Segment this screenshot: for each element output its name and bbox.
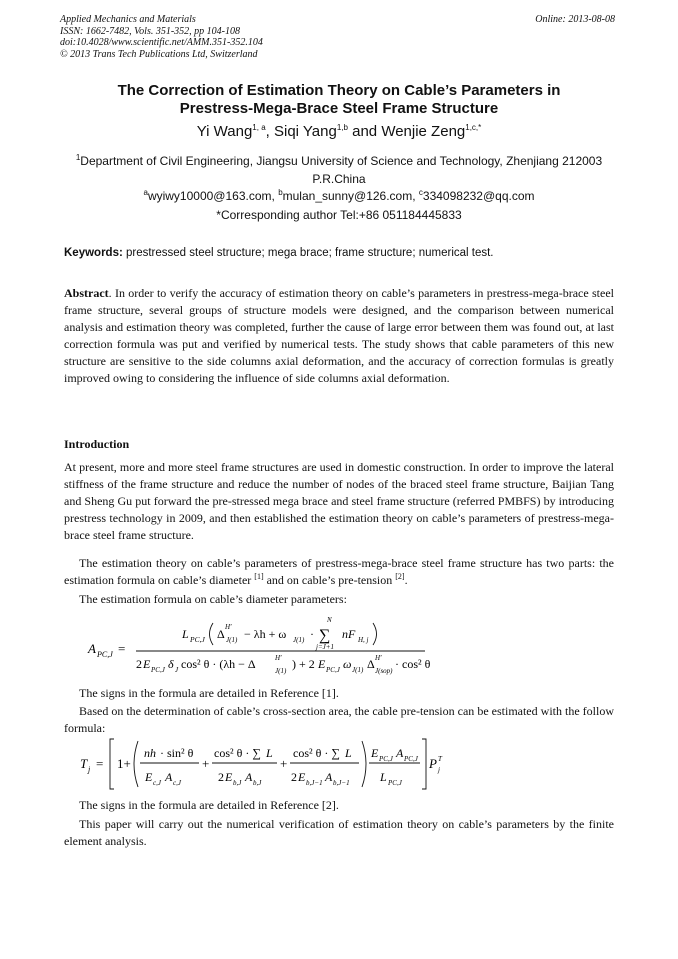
svg-text:E: E — [145, 770, 153, 784]
svg-text:A: A — [245, 770, 253, 784]
citation[interactable]: [2] — [395, 572, 405, 581]
affil-line-2: P.R.China — [312, 172, 366, 186]
intro-paragraph-3 — [64, 591, 614, 608]
p3-text: The estimation formula on cable’s diameter parameters: — [79, 592, 347, 606]
svg-text:L: L — [345, 746, 352, 760]
svg-text:+: + — [280, 756, 288, 771]
online-date: Online: 2013-08-08 — [535, 14, 615, 25]
affil-line-1: Department of Civil Engineering, Jiangsu University of Science and Technology, Zhenjiang 212003 — [80, 154, 603, 168]
svg-text:nh: nh — [144, 746, 156, 760]
svg-text:=: = — [96, 756, 104, 771]
svg-text:E: E — [318, 657, 326, 671]
intro-paragraph-4 — [64, 685, 614, 702]
author-name: Siqi Yang — [273, 123, 337, 140]
email-marker: c — [418, 188, 423, 197]
svg-text:=: = — [118, 641, 126, 656]
email-b[interactable]: mulan_sunny@126.com, — [282, 189, 419, 203]
svg-text:2: 2 — [291, 770, 297, 784]
email-a[interactable]: wyiwy10000@163.com, — [147, 189, 279, 203]
svg-text:2: 2 — [136, 657, 142, 671]
svg-text:T: T — [80, 756, 88, 771]
paper-title — [60, 82, 618, 118]
svg-text:H′: H′ — [225, 623, 232, 631]
email-c[interactable]: 334098232@qq.com — [422, 189, 535, 203]
svg-text:PC,J: PC,J — [388, 779, 402, 787]
svg-text:Δ: Δ — [217, 627, 225, 641]
issn: ISSN: 1662-7482, Vols. 351-352, pp 104-108 — [60, 25, 240, 37]
svg-text:j: j — [438, 766, 440, 774]
svg-text:cos² θ · ∑: cos² θ · ∑ — [214, 746, 261, 760]
svg-text:A: A — [88, 641, 96, 656]
svg-text:J(1): J(1) — [226, 636, 238, 644]
svg-text:L: L — [266, 746, 273, 760]
svg-text:T: T — [438, 755, 442, 763]
svg-text:cos² θ · (λh − Δ: cos² θ · (λh − Δ — [181, 657, 256, 671]
intro-paragraph-1: At present, more and more steel frame structures are used in domestic construction. In order to improve the lateral stiffness of the frame structure and reduce the number of nodes of the braced steel frame structure, Baijian Tang and Sheng Gu put forward the pre-stressed mega brace and steel frame structure (referred PMBFS) by introducing prestress technology in 2009, and then established the estimation theory on cable’s parameters of prestress-mega-brace steel frame structure. — [64, 460, 614, 542]
email-marker: b — [278, 188, 283, 197]
svg-text:j=J+1: j=J+1 — [316, 643, 334, 651]
journal-header — [60, 14, 263, 60]
svg-text:J(1): J(1) — [352, 666, 364, 674]
p2-text-a: The estimation theory on cable’s parameters of prestress-mega-brace steel frame structure has two parts: the estimation formula on cable’s diameter — [64, 556, 614, 587]
svg-text:b,J: b,J — [233, 779, 242, 787]
svg-text:c,J: c,J — [173, 779, 181, 787]
svg-text:nF: nF — [342, 627, 356, 641]
svg-text:L: L — [182, 627, 189, 641]
svg-text:c,J: c,J — [153, 779, 161, 787]
svg-text:PC,J: PC,J — [379, 755, 393, 763]
intro-paragraph-2 — [64, 555, 614, 589]
author-name: Yi Wang — [196, 123, 253, 140]
svg-text:N: N — [327, 616, 332, 624]
keywords-label: Keywords: — [64, 247, 123, 259]
keywords-text: prestressed steel structure; mega brace; frame structure; numerical test. — [122, 247, 494, 259]
svg-text:b,J−1: b,J−1 — [333, 779, 350, 787]
svg-text:P: P — [429, 756, 437, 771]
p4-text: The signs in the formula are detailed in Reference [1]. — [79, 686, 339, 700]
svg-text:L: L — [380, 770, 387, 784]
svg-text:H, j: H, j — [358, 636, 369, 644]
svg-text:H′: H′ — [375, 654, 382, 662]
svg-text:Δ: Δ — [367, 657, 375, 671]
equation-cable-diameter — [82, 612, 442, 678]
author-affil: 1, a — [252, 123, 266, 132]
intro-paragraph-6 — [64, 797, 614, 814]
svg-text:· sin² θ: · sin² θ — [160, 746, 194, 760]
svg-text:J: J — [175, 666, 179, 674]
copyright: © 2013 Trans Tech Publications Ltd, Switzerland — [60, 48, 258, 60]
abstract — [64, 285, 614, 387]
svg-text:E: E — [371, 746, 379, 760]
p6-text: The signs in the formula are detailed in Reference [2]. — [79, 798, 339, 812]
equation-cable-pretension — [78, 735, 448, 793]
author-name: Wenjie Zeng — [381, 123, 466, 140]
svg-text:2: 2 — [218, 770, 224, 784]
svg-text:A: A — [325, 770, 333, 784]
svg-text:PC,J: PC,J — [326, 666, 340, 674]
title-line-1: The Correction of Estimation Theory on Cable’s Parameters in — [117, 82, 561, 99]
affiliation — [60, 152, 618, 188]
svg-text:1+: 1+ — [117, 756, 131, 771]
svg-text:E: E — [298, 770, 306, 784]
svg-text:E: E — [225, 770, 233, 784]
svg-text:− λh + ω: − λh + ω — [244, 627, 287, 641]
journal-name: Applied Mechanics and Materials — [60, 14, 196, 25]
svg-text:b,J−1: b,J−1 — [306, 779, 323, 787]
svg-text:b,J: b,J — [253, 779, 262, 787]
author-list: Yi Wang$^{1, a}$, Siqi Yang$^{1,b}$ and Wenjie Zeng$^{1,c,*}$ — [196, 123, 482, 140]
svg-text:∑: ∑ — [319, 627, 331, 644]
svg-text:PC,J: PC,J — [190, 635, 205, 644]
svg-text:A: A — [165, 770, 173, 784]
svg-text:PC,J: PC,J — [97, 650, 113, 659]
abstract-label: Abstract — [64, 286, 109, 300]
keywords — [64, 247, 614, 259]
svg-text:J(sop): J(sop) — [375, 667, 393, 675]
svg-text:E: E — [143, 657, 151, 671]
author-affil: 1,c,* — [465, 123, 482, 132]
svg-text:PC,J: PC,J — [151, 666, 165, 674]
author-affil: 1,b — [336, 123, 348, 132]
email-line — [60, 189, 618, 203]
p7-text: This paper will carry out the numerical verification of estimation theory on cable’s parameters by the finite element analysis. — [64, 817, 614, 848]
svg-text:PC,J: PC,J — [404, 755, 418, 763]
p5-text: Based on the determination of cable’s cross-section area, the cable pre-tension can be estimated with the follow formula: — [64, 704, 614, 735]
corresponding-author: *Corresponding author Tel:+86 051184445833 — [216, 208, 462, 222]
svg-text:ω: ω — [343, 657, 352, 671]
p2-text-c: . — [404, 573, 408, 587]
svg-text:·: · — [310, 627, 314, 641]
svg-text:cos² θ · ∑: cos² θ · ∑ — [293, 746, 340, 760]
svg-text:· cos² θ: · cos² θ — [395, 657, 431, 671]
abstract-text: . In order to verify the accuracy of estimation theory on cable’s parameters in prestress-mega-brace steel frame structure, several groups of structure models were designed, and the comparison between numerical analysis and estimation theory was completed, further the cause of large error between them was found out, at last correction formula was put and verified by numerical tests. The study shows that cable parameters of this new structure are sensitive to the side columns axial deformation, and the accuracy of correction formulas is greatly improved owing to considering the influence of side columns axial deformation. — [64, 286, 614, 385]
svg-text:A: A — [396, 746, 404, 760]
affil-marker: 1 — [75, 153, 81, 162]
title-line-2: Prestress-Mega-Brace Steel Frame Structure — [179, 100, 499, 117]
svg-text:) + 2: ) + 2 — [292, 657, 315, 671]
doi: doi:10.4028/www.scientific.net/AMM.351-352.104 — [60, 37, 263, 48]
email-marker: a — [143, 188, 148, 197]
intro-paragraph-7 — [64, 816, 614, 850]
svg-text:+: + — [202, 756, 210, 771]
svg-text:J(1): J(1) — [293, 636, 305, 644]
section-heading: Introduction — [64, 437, 130, 451]
svg-text:J(1): J(1) — [275, 667, 287, 675]
intro-paragraph-5 — [64, 703, 614, 737]
svg-text:H′: H′ — [275, 654, 282, 662]
citation[interactable]: [1] — [254, 572, 264, 581]
svg-text:δ: δ — [168, 657, 174, 671]
p2-text-b: and on cable’s pre-tension — [263, 573, 396, 587]
svg-text:j: j — [88, 765, 91, 774]
